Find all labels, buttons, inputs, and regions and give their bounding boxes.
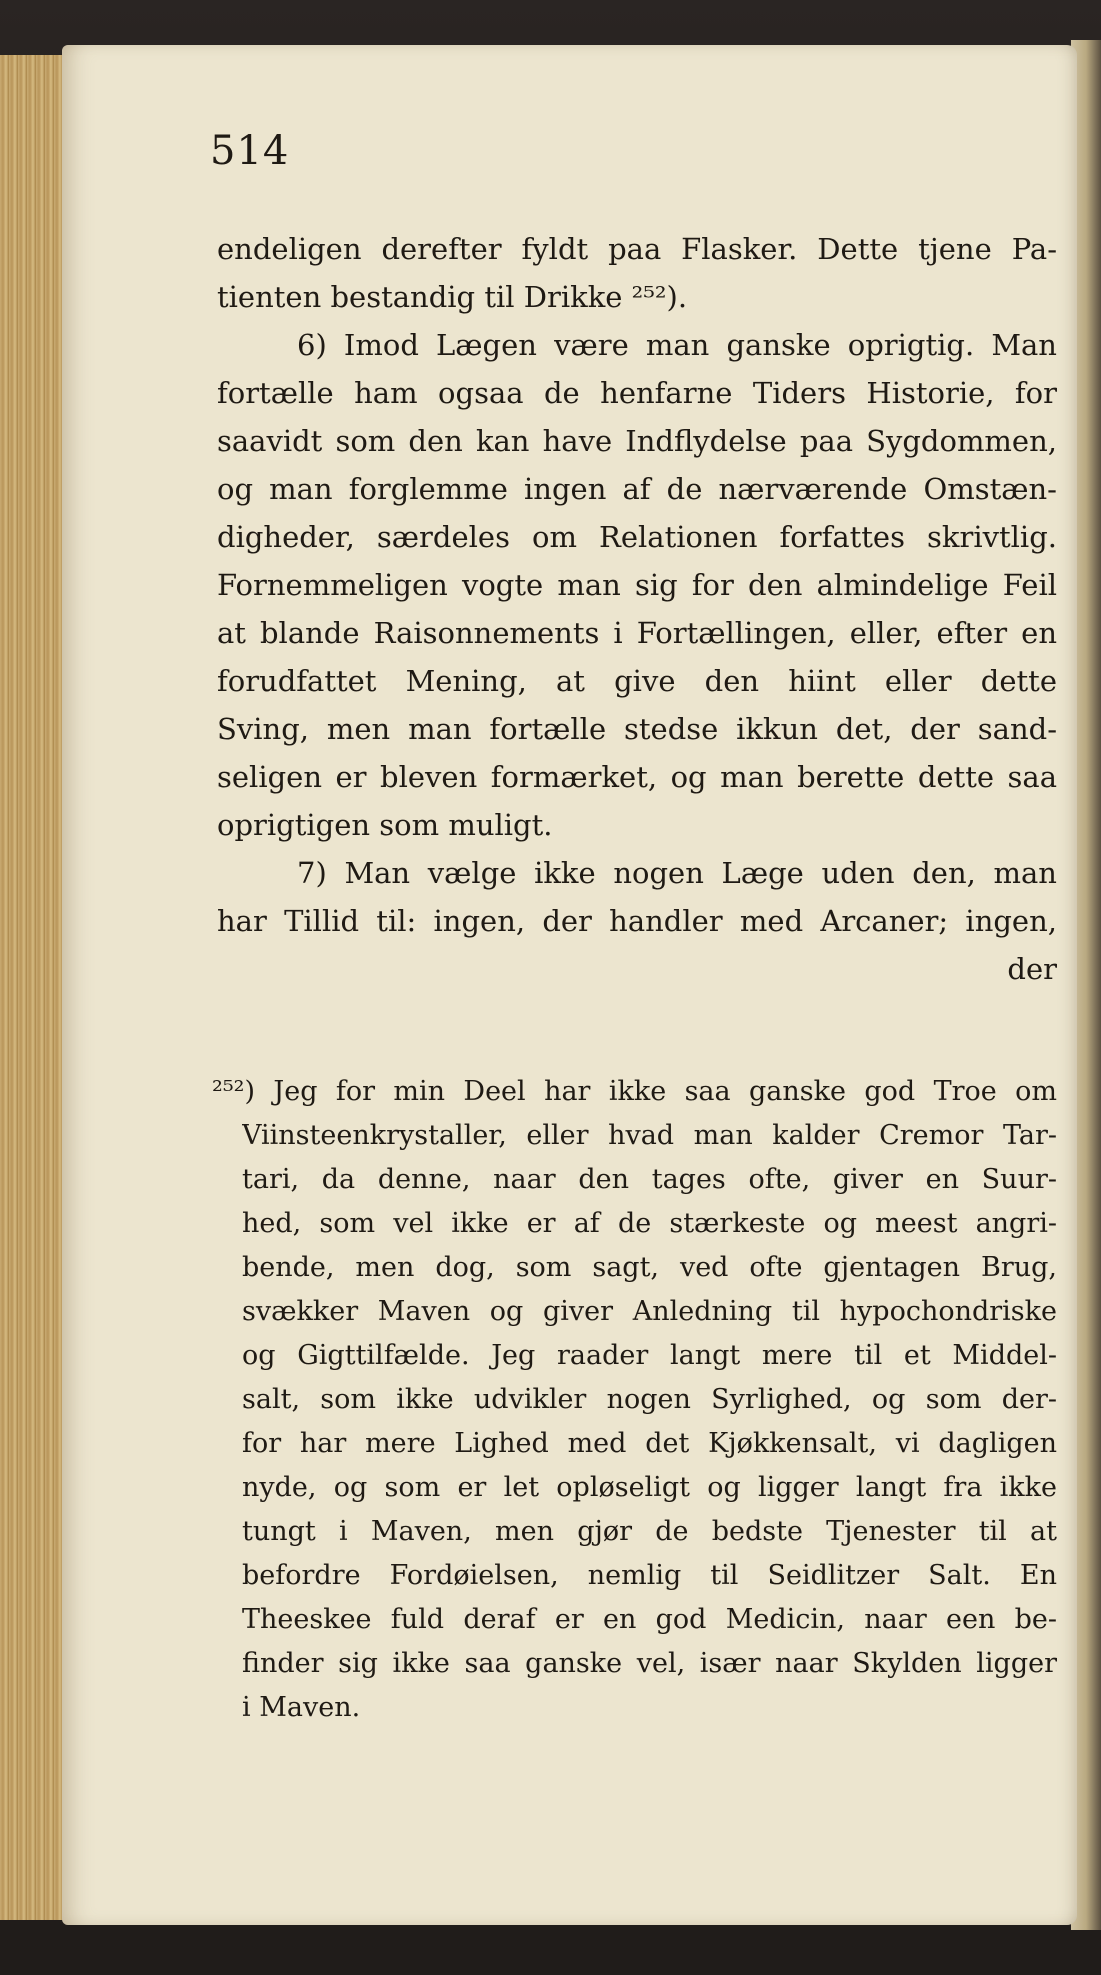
text-line: endeligen derefter fyldt paa Flasker. Dette tjene Pa- bbox=[217, 232, 1057, 266]
footnote-line: for har mere Lighed med det Kjøkkensalt, vi dagligen bbox=[242, 1428, 1057, 1459]
footnote-line: nyde, og som er let opløseligt og ligger langt fra ikke bbox=[242, 1472, 1057, 1503]
text-line: seligen er bleven formærket, og man berette dette saa bbox=[217, 760, 1057, 794]
footnote-line: tari, da denne, naar den tages ofte, giver en Suur- bbox=[242, 1164, 1057, 1195]
footnote-line: bende, men dog, som sagt, ved ofte gjentagen Brug, bbox=[242, 1252, 1057, 1283]
text-line: Sving, men man fortælle stedse ikkun det, der sand- bbox=[217, 712, 1057, 746]
footnote-line: salt, som ikke udvikler nogen Syrlighed, og som der- bbox=[242, 1384, 1057, 1415]
body-text bbox=[217, 225, 1057, 993]
footnote-line: hed, som vel ikke er af de stærkeste og meest angri- bbox=[242, 1208, 1057, 1239]
text-line: forudfattet Mening, at give den hiint eller dette bbox=[217, 664, 1057, 698]
footnote-line: ²⁵²) Jeg for min Deel har ikke saa ganske god Troe om bbox=[212, 1076, 1057, 1107]
text-line: 7) Man vælge ikke nogen Læge uden den, man bbox=[297, 856, 1057, 890]
footnote-line: Theeskee fuld deraf er en god Medicin, naar een be- bbox=[242, 1604, 1057, 1635]
page-number: 514 bbox=[210, 128, 290, 174]
footnote-line: svækker Maven og giver Anledning til hypochondriske bbox=[242, 1296, 1057, 1327]
text-line: Fornemmeligen vogte man sig for den almindelige Feil bbox=[217, 568, 1057, 602]
footnote-line: finder sig ikke saa ganske vel, især naar Skylden ligger bbox=[242, 1648, 1057, 1679]
text-line: og man forglemme ingen af de nærværende Omstæn- bbox=[217, 472, 1057, 506]
footnote-line: befordre Fordøielsen, nemlig til Seidlitzer Salt. En bbox=[242, 1560, 1057, 1591]
text-line: oprigtigen som muligt. bbox=[217, 808, 553, 842]
text-line: fortælle ham ogsaa de henfarne Tiders Historie, for bbox=[217, 376, 1057, 410]
footnote-line: i Maven. bbox=[242, 1692, 361, 1723]
text-line: at blande Raisonnements i Fortællingen, eller, efter en bbox=[217, 616, 1057, 650]
footnote-line: tungt i Maven, men gjør de bedste Tjenester til at bbox=[242, 1516, 1057, 1547]
footnote bbox=[212, 1070, 1057, 1730]
footnote-line: og Gigttilfælde. Jeg raader langt mere til et Middel- bbox=[242, 1340, 1057, 1371]
text-line: digheder, særdeles om Relationen forfattes skrivtlig. bbox=[217, 520, 1057, 554]
catchword: der bbox=[1007, 952, 1057, 986]
text-line: 6) Imod Lægen være man ganske oprigtig. Man bbox=[297, 328, 1057, 362]
footnote-line: Viinsteenkrystaller, eller hvad man kalder Cremor Tar- bbox=[242, 1120, 1057, 1151]
text-line: har Tillid til: ingen, der handler med Arcaner; ingen, bbox=[217, 904, 1057, 938]
text-line: tienten bestandig til Drikke ²⁵²). bbox=[217, 280, 688, 314]
text-line: saavidt som den kan have Indflydelse paa Sygdommen, bbox=[217, 424, 1057, 458]
